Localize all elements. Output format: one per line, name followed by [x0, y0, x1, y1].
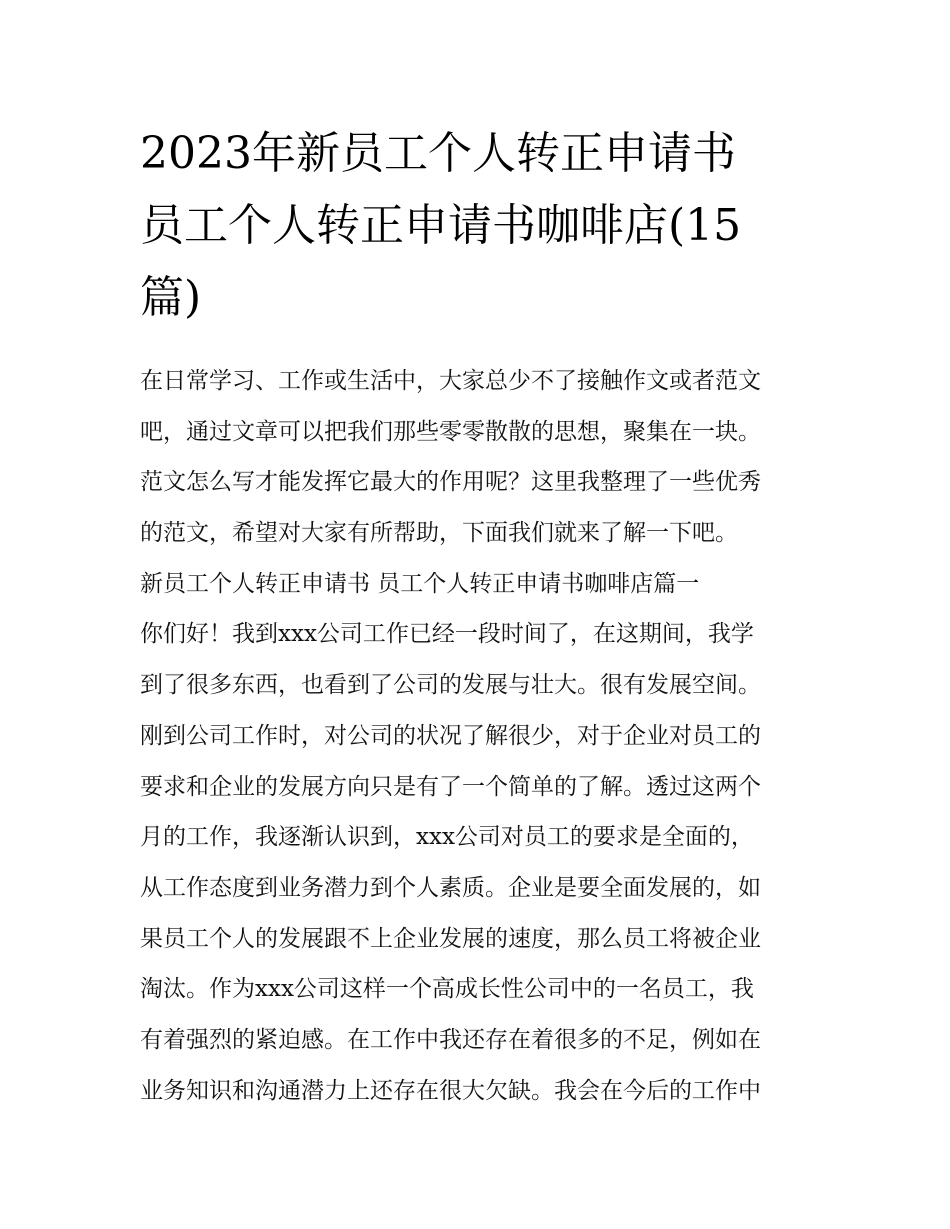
document-body	[140, 356, 830, 1116]
letter-line-6: 从工作态度到业务潜力到个人素质。企业是要全面发展的，如	[140, 874, 761, 901]
title-line-1: 2023年新员工个人转正申请书	[140, 128, 736, 179]
letter-line-3: 刚到公司工作时，对公司的状况了解很少，对于企业对员工的	[140, 722, 761, 749]
letter-line-9: 有着强烈的紧迫感。在工作中我还存在着很多的不足，例如在	[140, 1026, 761, 1053]
intro-line-4: 的范文，希望对大家有所帮助，下面我们就来了解一下吧。	[140, 520, 738, 547]
document-title	[140, 118, 820, 334]
letter-line-2: 到了很多东西，也看到了公司的发展与壮大。很有发展空间。	[140, 672, 761, 699]
section-heading: 新员工个人转正申请书 员工个人转正申请书咖啡店篇一	[140, 570, 700, 597]
letter-line-8: 淘汰。作为xxx公司这样一个高成长性公司中的一名员工，我	[140, 976, 754, 1003]
letter-line-7: 果员工个人的发展跟不上企业发展的速度，那么员工将被企业	[140, 925, 761, 952]
intro-line-3: 范文怎么写才能发挥它最大的作用呢？这里我整理了一些优秀	[140, 469, 761, 496]
title-line-2: 员工个人转正申请书咖啡店(15	[140, 200, 742, 251]
letter-line-10: 业务知识和沟通潜力上还存在很大欠缺。我会在今后的工作中	[140, 1077, 761, 1104]
intro-line-1: 在日常学习、工作或生活中，大家总少不了接触作文或者范文	[140, 368, 761, 394]
letter-line-1: 你们好！我到xxx公司工作已经一段时间了，在这期间，我学	[140, 621, 754, 648]
letter-line-5: 月的工作，我逐渐认识到，xxx公司对员工的要求是全面的，	[140, 824, 754, 851]
intro-line-2: 吧，通过文章可以把我们那些零零散散的思想，聚集在一块。	[140, 418, 761, 445]
title-line-3: 篇)	[140, 272, 202, 323]
letter-line-4: 要求和企业的发展方向只是有了一个简单的了解。透过这两个	[140, 773, 761, 800]
